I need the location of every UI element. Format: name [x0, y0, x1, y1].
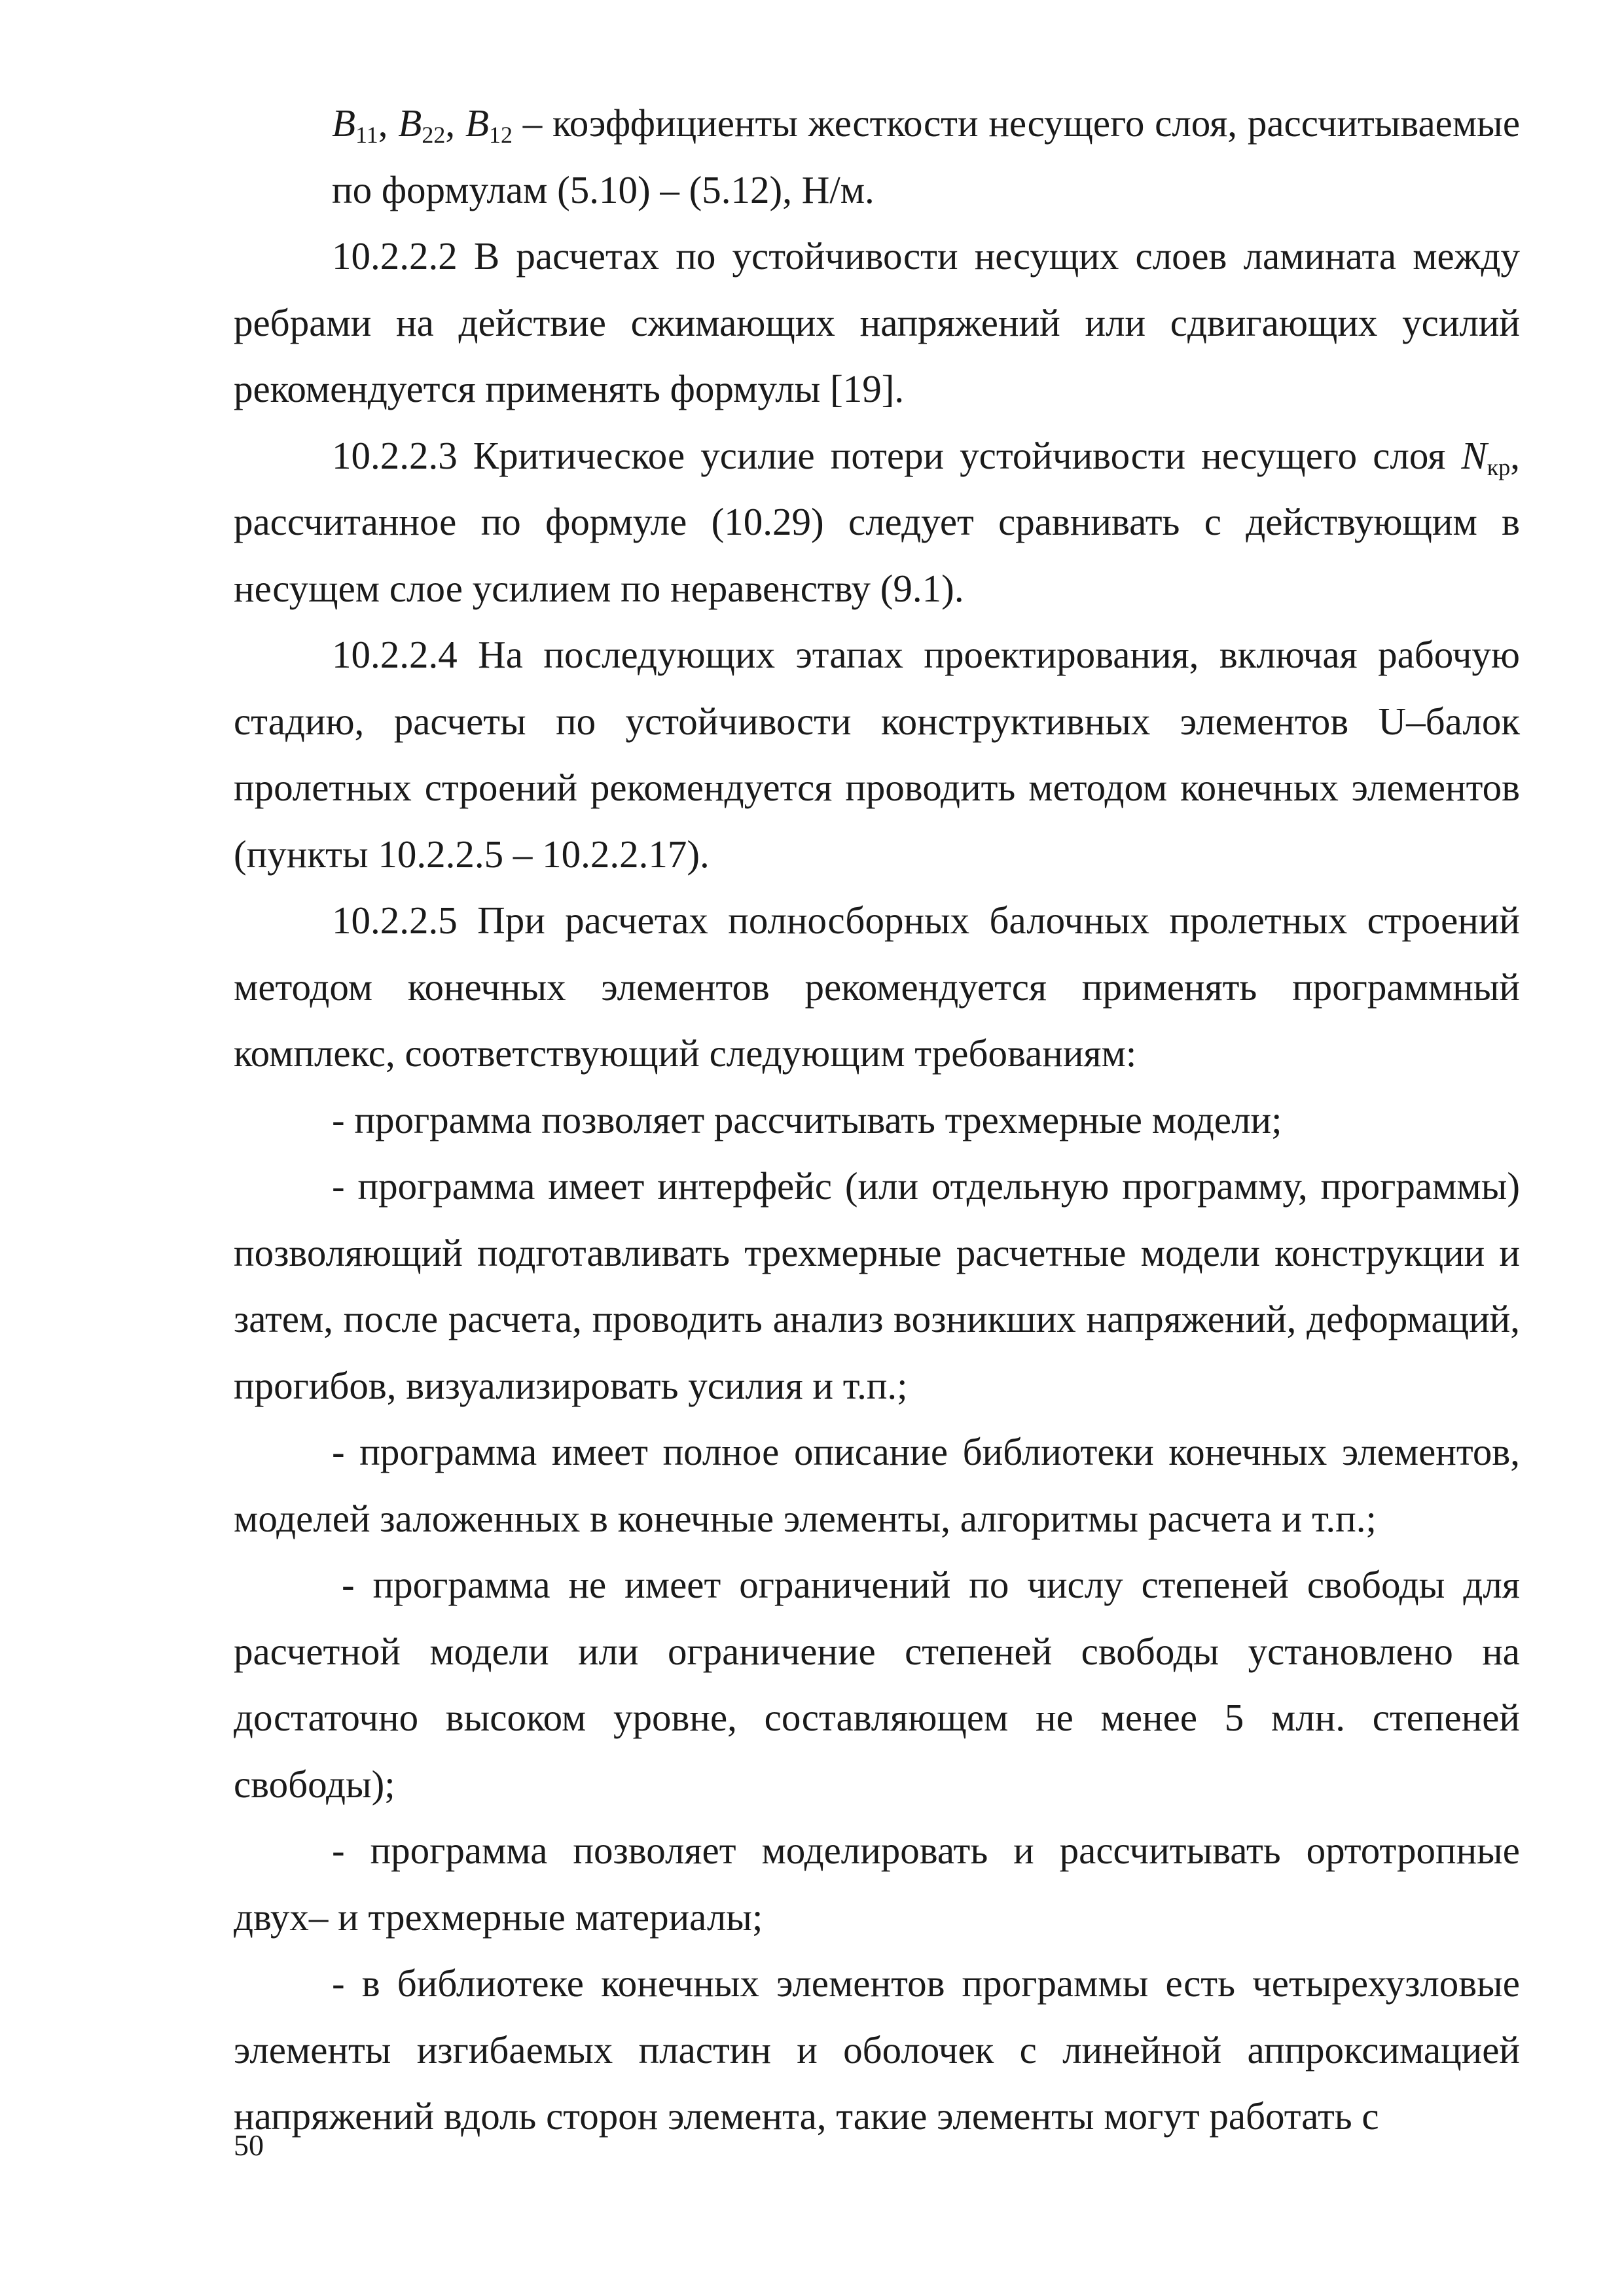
- list-item-3d-models: - программа позволяет рассчитывать трехмерные модели;: [332, 1098, 1282, 1141]
- separator: ,: [378, 101, 399, 145]
- body-text: [234, 90, 1520, 2150]
- paragraph-10-2-2-3: [234, 423, 1520, 622]
- page-number: 50: [234, 2128, 264, 2162]
- paragraph-text: 10.2.2.3 Критическое усилие потери устойчивости несущего слоя: [332, 433, 1462, 477]
- paragraph-10-2-2-2: 10.2.2.2 В расчетах по устойчивости несущих слоев ламината между ребрами на действие сжимающих напряжений или сдвигающих усилий рекомендуется применять формулы [19].: [234, 234, 1520, 410]
- paragraph-10-2-2-5: 10.2.2.5 При расчетах полносборных балочных пролетных строений методом конечных элементов рекомендуется применять программный комплекс, соответствующий следующим требованиям:: [234, 899, 1520, 1075]
- separator: ,: [445, 101, 465, 145]
- list-item-degrees-of-freedom: - программа не имеет ограничений по числу степеней свободы для расчетной модели или ограничение степеней свободы установлено на достаточно высоком уровне, составляющем не менее 5 млн. степеней свободы);: [234, 1563, 1520, 1806]
- list-item-element-library: - программа имеет полное описание библиотеки конечных элементов, моделей заложенных в конечные элементы, алгоритмы расчета и т.п.;: [234, 1430, 1520, 1540]
- subscript-12: 12: [488, 122, 513, 148]
- symbol-n: N: [1461, 433, 1487, 477]
- subscript-kr: кр: [1487, 454, 1511, 480]
- list-item-interface: - программа имеет интерфейс (или отдельную программу, программы) позволяющий подготавливать трехмерные расчетные модели конструкции и затем, после расчета, проводить анализ возникших напряжений, деформаций, прогибов, визуализировать усилия и т.п.;: [234, 1164, 1520, 1407]
- symbol-b11: B: [332, 101, 356, 145]
- subscript-22: 22: [422, 122, 446, 148]
- paragraph-text: – коэффициенты жесткости несущего слоя, рассчитываемые по формулам (5.10) – (5.12), Н/м.: [332, 101, 1521, 211]
- paragraph-text: , рассчитанное по формуле (10.29) следует сравнивать с действующим в несущем слое усилием по неравенству (9.1).: [234, 433, 1520, 610]
- list-item-orthotropic-materials: - программа позволяет моделировать и рассчитывать ортотропные двух– и трехмерные материалы;: [234, 1829, 1520, 1939]
- symbol-b22: B: [398, 101, 422, 145]
- subscript-11: 11: [355, 122, 378, 148]
- paragraph-10-2-2-4: 10.2.2.4 На последующих этапах проектирования, включая рабочую стадию, расчеты по устойчивости конструктивных элементов U–балок пролетных строений рекомендуется проводить методом конечных элементов (пункты 10.2.2.5 – 10.2.2.17).: [234, 633, 1520, 876]
- paragraph-stiffness-coefficients: [234, 90, 1520, 223]
- list-item-shell-elements: - в библиотеке конечных элементов программы есть четырехузловые элементы изгибаемых пластин и оболочек с линейной аппроксимацией напряжений вдоль сторон элемента, такие элементы могут работать с: [234, 1962, 1520, 2138]
- symbol-b12: B: [465, 101, 489, 145]
